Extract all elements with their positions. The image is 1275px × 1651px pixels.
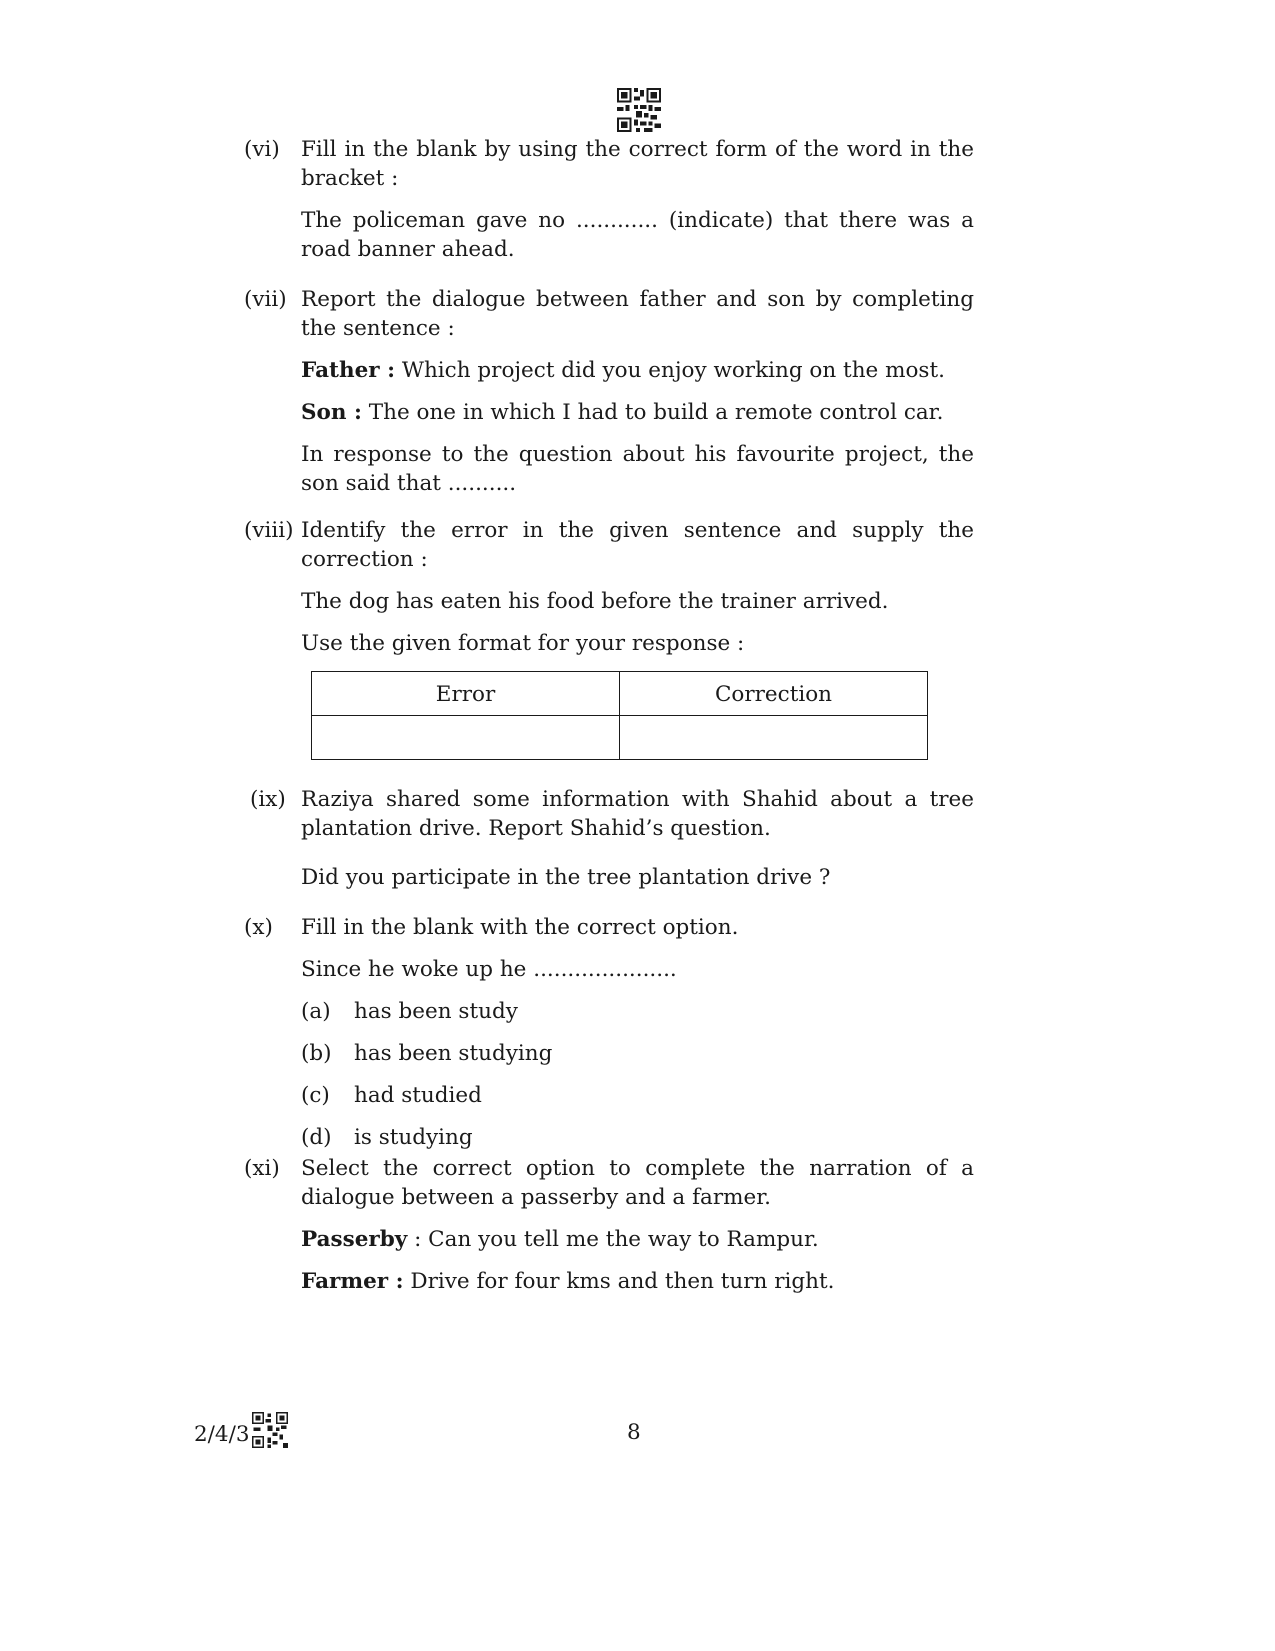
qr-code-icon xyxy=(617,88,661,132)
option-c xyxy=(301,1081,974,1110)
table-cell-error xyxy=(312,716,620,760)
question-stem: Raziya shared some information with Shahid about a tree plantation drive. Report Shahid’s question. xyxy=(301,787,974,841)
option-label: (b) xyxy=(301,1041,332,1066)
dialogue-text: Drive for four kms and then turn right. xyxy=(410,1269,835,1294)
table-header-error: Error xyxy=(312,672,620,716)
dialogue-line-farmer xyxy=(301,1267,974,1296)
question-stem: Fill in the blank with the correct option. xyxy=(301,915,739,940)
options-list xyxy=(301,997,974,1152)
speaker-label: Son : xyxy=(301,400,362,425)
speaker-label: Farmer : xyxy=(301,1269,404,1294)
format-instruction: Use the given format for your response : xyxy=(301,631,745,656)
page-number: 8 xyxy=(627,1420,641,1445)
option-label: (c) xyxy=(301,1083,330,1108)
option-text: had studied xyxy=(354,1083,482,1108)
question-stem: Report the dialogue between father and son by completing the sentence : xyxy=(301,287,974,341)
qr-code-icon xyxy=(252,1412,288,1448)
dialogue-text: Which project did you enjoy working on the most. xyxy=(401,358,945,383)
dialogue-line-passerby xyxy=(301,1225,974,1254)
dialogue-line-son xyxy=(301,398,974,427)
option-a xyxy=(301,997,974,1026)
question-viii xyxy=(244,516,974,760)
question-xi xyxy=(244,1154,974,1309)
option-text: has been studying xyxy=(354,1041,553,1066)
question-number: (viii) xyxy=(244,518,294,543)
question-sentence: Did you participate in the tree plantation drive ? xyxy=(301,865,831,890)
question-prompt: In response to the question about his favourite project, the son said that .......... xyxy=(301,442,974,496)
question-sentence: The dog has eaten his food before the trainer arrived. xyxy=(301,589,889,614)
question-stem: Identify the error in the given sentence and supply the correction : xyxy=(301,518,974,572)
table-header-correction: Correction xyxy=(620,672,928,716)
option-label: (d) xyxy=(301,1125,332,1150)
speaker-label: Passerby xyxy=(301,1227,408,1252)
question-number: (vi) xyxy=(244,137,280,162)
question-vi xyxy=(244,135,974,277)
speaker-label: Father : xyxy=(301,358,396,383)
option-label: (a) xyxy=(301,999,331,1024)
option-text: has been study xyxy=(354,999,518,1024)
question-sentence: Since he woke up he ..................... xyxy=(301,957,677,982)
paper-code: 2/4/3 xyxy=(194,1422,250,1447)
dialogue-line-father xyxy=(301,356,974,385)
dialogue-text: The one in which I had to build a remote control car. xyxy=(368,400,944,425)
question-number: (ix) xyxy=(250,787,286,812)
dialogue-text: : Can you tell me the way to Rampur. xyxy=(414,1227,819,1252)
option-b xyxy=(301,1039,974,1068)
question-number: (xi) xyxy=(244,1156,280,1181)
question-stem: Fill in the blank by using the correct form of the word in the bracket : xyxy=(301,137,974,191)
question-number: (vii) xyxy=(244,287,287,312)
response-table xyxy=(311,671,928,760)
question-x xyxy=(244,913,974,1165)
question-ix xyxy=(244,785,974,905)
option-d xyxy=(301,1123,974,1152)
question-vii xyxy=(244,285,974,511)
table-cell-correction xyxy=(620,716,928,760)
question-number: (x) xyxy=(244,915,273,940)
option-text: is studying xyxy=(354,1125,473,1150)
question-sentence: The policeman gave no ............ (indicate) that there was a road banner ahead. xyxy=(301,208,974,262)
question-stem: Select the correct option to complete the narration of a dialogue between a passerby and a farmer. xyxy=(301,1156,974,1210)
